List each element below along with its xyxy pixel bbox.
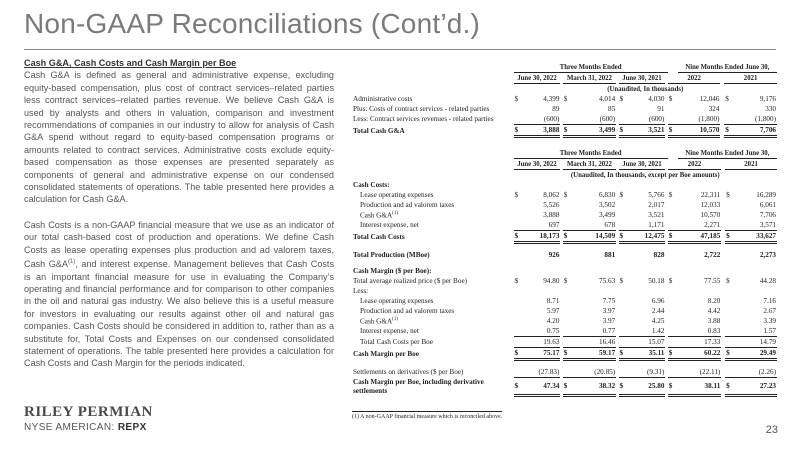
table-row: Cash Margin per Boe $ 75.17 $ 59.17 $ 35.11 $ 60.22 $ 29.49: [353, 349, 776, 358]
cell-value: 77.55: [704, 277, 721, 285]
tables-column: [352, 62, 777, 420]
cell-value: 3.39: [763, 317, 776, 325]
cell-value: 16,289: [756, 191, 776, 199]
row-label: Cash $G\&A^{(1)}$: [360, 316, 398, 326]
table-row: [352, 104, 777, 114]
table-row: [352, 200, 777, 210]
group-header: Three Months Ended: [514, 148, 668, 159]
row-label: Cash Costs:: [353, 181, 390, 189]
cell-value: 5.97: [546, 307, 560, 315]
cell-value: 19.63: [524, 337, 561, 348]
cell-value: 38.11: [678, 378, 722, 396]
company-logo: [24, 404, 153, 433]
row-label: Total Cash Costs per Boe: [360, 338, 433, 346]
cell-value: 12,033: [700, 201, 721, 209]
cell-value: 1.42: [651, 327, 665, 335]
cell-value: 881: [604, 251, 616, 259]
cell-value: 17.33: [678, 337, 722, 348]
column-header: March 31, 2022: [563, 73, 616, 84]
section-heading: Cash G&A, Cash Costs and Cash Margin per Boe: [24, 58, 237, 68]
row-label: Plus: Costs of contract services - related parties: [353, 105, 490, 113]
cell-value: 29.49: [735, 348, 777, 360]
cell-value: 33,627: [735, 231, 777, 243]
row-label: Total Production (MBoe): [353, 251, 430, 259]
row-label: Settlements on derivatives ($ per Boe): [353, 368, 464, 377]
cell-value: 44.28: [759, 277, 776, 285]
column-header: June 30, 2021: [619, 73, 666, 84]
table-row: Total Cash G&A $ 3,888 $ 3,499 $ 3,521 $ 10,570 $ 7,706: [353, 126, 776, 135]
cell-value: (27.83): [538, 368, 560, 376]
table-row: [352, 210, 777, 220]
cell-value: 3,521: [629, 125, 666, 137]
row-label: Cash Margin per Boe, including derivative settlements: [353, 377, 484, 395]
title-divider: [24, 49, 776, 50]
cell-value: 2,017: [648, 201, 665, 209]
cell-value: 9,176: [759, 95, 776, 103]
column-header: 2021: [725, 159, 777, 170]
cell-value: 75.17: [524, 348, 561, 360]
column-header: June 30, 2022: [514, 159, 561, 170]
cell-value: 35.11: [629, 348, 666, 360]
row-label: Production and ad valorem taxes: [360, 307, 455, 315]
cell-value: 94.80: [543, 277, 560, 285]
cell-value: 3,499: [598, 211, 616, 219]
row-label: Interest expense, net: [360, 327, 419, 336]
row-label: Less:: [353, 287, 369, 295]
table-row: [352, 266, 777, 276]
cash-ga-table: [352, 62, 777, 138]
cell-value: (9.31): [647, 368, 665, 376]
cell-value: 15.07: [629, 337, 666, 348]
cell-value: 3.97: [602, 307, 616, 315]
cell-value: 10,570: [678, 125, 721, 137]
cell-value: 10,570: [700, 211, 721, 219]
group-header: Three Months Ended: [514, 62, 668, 73]
cell-value: 18,173: [524, 231, 561, 243]
cell-value: 47,185: [678, 231, 722, 243]
cell-value: 50.18: [648, 277, 665, 285]
row-label: Less: Contract services revenues - related parties: [353, 115, 494, 124]
table-row: [352, 337, 777, 348]
table-row: [352, 250, 777, 260]
cell-value: 47.34: [524, 378, 561, 396]
cell-value: 4.25: [651, 317, 665, 325]
cell-value: 5,526: [543, 201, 560, 209]
table-row: [352, 286, 777, 296]
cell-value: (20.85): [594, 368, 616, 376]
cell-value: 0.83: [707, 327, 721, 335]
cell-value: 12,475: [629, 231, 666, 243]
cell-value: 89: [552, 105, 560, 113]
row-label: Lease operating expenses: [360, 191, 434, 199]
cell-value: 3.88: [707, 317, 721, 325]
cell-value: 4,030: [648, 95, 665, 103]
cell-value: 22,311: [700, 191, 721, 199]
cell-value: 7.75: [602, 297, 616, 305]
table-row: [352, 114, 777, 125]
cell-value: 60.22: [678, 348, 722, 360]
column-header: 2021: [724, 73, 777, 84]
column-header: 2022: [668, 73, 721, 84]
column-header: June 30, 2022: [514, 73, 561, 84]
row-label: Cash Margin ($ per Boe):: [353, 267, 432, 275]
row-label: Cash Margin per Boe: [353, 349, 419, 358]
cell-value: 2,271: [704, 221, 721, 229]
cell-value: (1,800): [698, 115, 720, 123]
cell-value: 8.71: [546, 297, 560, 305]
cash-costs-description: Cash Costs is a non-GAAP financial measure that we use as an indicator of our total cash-based cost of production and operations. We define Cash Costs as lease operating expenses plus production and ad valorem taxes, Cash $G\&A^{(1)}$, and interest expense. Management believes that Cash Costs is an important financial measure for use in evaluating the Company’s operating and financial performance and for comparison to other companies in the oil and natural gas industry. We also believe this is a useful measure for investors in evaluating our results against other oil and natural gas companies. Cash Costs should be considered in addition to, rather than as a substitute for, Total Costs and Expenses on our condensed consolidated statement of operations. The table presented here provides a calculation for Cash Costs and Cash Margin for the periods indicated.: [24, 219, 334, 369]
row-label: Lease operating expenses: [360, 297, 434, 305]
cell-value: 25.80: [629, 378, 666, 396]
cell-value: 7,706: [759, 211, 776, 219]
cell-value: (600): [599, 115, 616, 123]
cell-value: 330: [765, 105, 776, 113]
cell-value: (1,800): [755, 115, 776, 123]
table-row: Administrative costs $ 4,399 $ 4,014 $ 4,030 $ 12,046 $ 9,176: [353, 95, 776, 103]
cell-value: 75.63: [598, 277, 616, 285]
row-label: Total average realized price ($ per Boe): [353, 277, 468, 285]
footnote: (1) A non-GAAP financial measure which is reconciled above.: [352, 411, 502, 420]
table-row: [352, 367, 777, 378]
cell-value: 2,722: [704, 251, 721, 259]
cell-value: 926: [548, 251, 560, 259]
cell-value: 678: [604, 221, 616, 229]
page-number: 23: [765, 424, 778, 436]
group-header: Nine Months Ended June 30,: [678, 62, 777, 73]
cell-value: 16.46: [573, 337, 616, 348]
table-row: Total average realized price ($ per Boe) $ 94.80 $ 75.63 $ 50.18 $ 77.55 $ 44.28: [353, 277, 776, 285]
description-column: [24, 57, 334, 383]
cell-value: 12,046: [699, 95, 720, 103]
cash-costs-table: [352, 148, 777, 397]
column-header: June 30, 2021: [619, 159, 666, 170]
table-row: [352, 306, 777, 316]
cell-value: 2.44: [651, 307, 665, 315]
table-row: [352, 180, 777, 190]
row-label: Cash $G\&A^{(1)}$: [360, 210, 398, 220]
row-label: Interest expense, net: [360, 221, 419, 230]
cell-value: 85: [607, 105, 616, 113]
cell-value: 4,399: [543, 95, 560, 103]
cell-value: 4.20: [546, 317, 560, 325]
cell-value: 7,706: [734, 125, 777, 137]
cell-value: 3,521: [648, 211, 665, 219]
table-row: [352, 220, 777, 231]
cell-value: 4,014: [598, 95, 616, 103]
row-label: Total Cash G&A: [353, 126, 405, 135]
cell-value: 91: [657, 105, 665, 113]
table-row: [352, 296, 777, 306]
cell-value: 5,766: [648, 191, 665, 199]
cell-value: 697: [548, 221, 560, 229]
cell-value: 14,509: [573, 231, 616, 243]
logo-exchange: NYSE AMERICAN: REPX: [24, 422, 147, 433]
cell-value: 4.42: [707, 307, 721, 315]
page-title: Non-GAAP Reconciliations (Cont’d.): [24, 8, 481, 39]
group-header: Nine Months Ended June 30,: [678, 148, 777, 159]
row-label: Total Cash Costs: [353, 232, 405, 241]
cell-value: 828: [653, 251, 665, 259]
cash-ga-description: Cash G&A is defined as general and administrative expense, excluding equity-based compensation, plus cost of contract services–related parties less contract services–related parties revenue. We believe Cash G&A is used by analysts and others in valuation, comparison and investment recommendations of companies in our industry to allow for analysis of Cash G&A spend without regard to equity-based compensation programs or amounts related to contract services. Administrative costs exclude equity-based compensation as those expenses are presented separately as components of general and administrative expense on our condensed consolidated statements of operations. The table presented here provides a calculation for Cash G&A.: [24, 70, 334, 205]
cell-value: 0.77: [602, 327, 616, 335]
cell-value: 6,830: [598, 191, 616, 199]
table-row: Cash Margin per Boe, including derivative settlements $ 47.34 $ 38.32 $ 25.80 $ 38.11 $ 27.23: [353, 377, 776, 395]
table-row: Total Cash Costs $ 18,173 $ 14,509 $ 12,475 $ 47,185 $ 33,627: [353, 232, 776, 241]
cell-value: 2,273: [759, 251, 776, 259]
cell-value: 38.32: [573, 378, 616, 396]
cell-value: 59.17: [573, 348, 616, 360]
table-row: [352, 316, 777, 326]
row-label: Production and ad valorem taxes: [360, 201, 455, 209]
cell-value: 6,061: [759, 201, 776, 209]
cell-value: 3,499: [573, 125, 616, 137]
cell-value: (600): [648, 115, 665, 123]
column-header: March 31, 2022: [563, 159, 616, 170]
table-row: [352, 326, 777, 337]
cell-value: 3.97: [602, 317, 616, 325]
cell-value: 3,888: [543, 211, 560, 219]
cell-value: 3,888: [524, 125, 561, 137]
cell-value: 8.20: [707, 297, 721, 305]
cell-value: 1,171: [648, 221, 665, 229]
column-header: 2022: [668, 159, 722, 170]
units-note: (Unaudited, In thousands): [607, 85, 684, 93]
cell-value: 7.16: [763, 297, 776, 305]
cell-value: 3,571: [759, 221, 776, 229]
units-note: (Unaudited, In thousands, except per Boe amounts): [570, 171, 720, 179]
cell-value: 14.79: [735, 337, 777, 348]
cell-value: 1.57: [763, 327, 776, 335]
cell-value: (600): [543, 115, 560, 123]
cell-value: (2.26): [758, 368, 776, 376]
cell-value: 6.96: [651, 297, 665, 305]
cell-value: 8,062: [543, 191, 560, 199]
cell-value: 2.67: [763, 307, 776, 315]
table-row: Lease operating expenses $ 8,062 $ 6,830 $ 5,766 $ 22,311 $ 16,289: [352, 190, 777, 200]
logo-name: RILEY PERMIAN: [24, 404, 153, 420]
row-label: Administrative costs: [353, 95, 413, 103]
cell-value: 3,502: [598, 201, 616, 209]
cell-value: (22.11): [699, 368, 721, 376]
cell-value: 27.23: [735, 378, 777, 396]
cell-value: 0.75: [546, 327, 560, 335]
cell-value: 324: [708, 105, 720, 113]
